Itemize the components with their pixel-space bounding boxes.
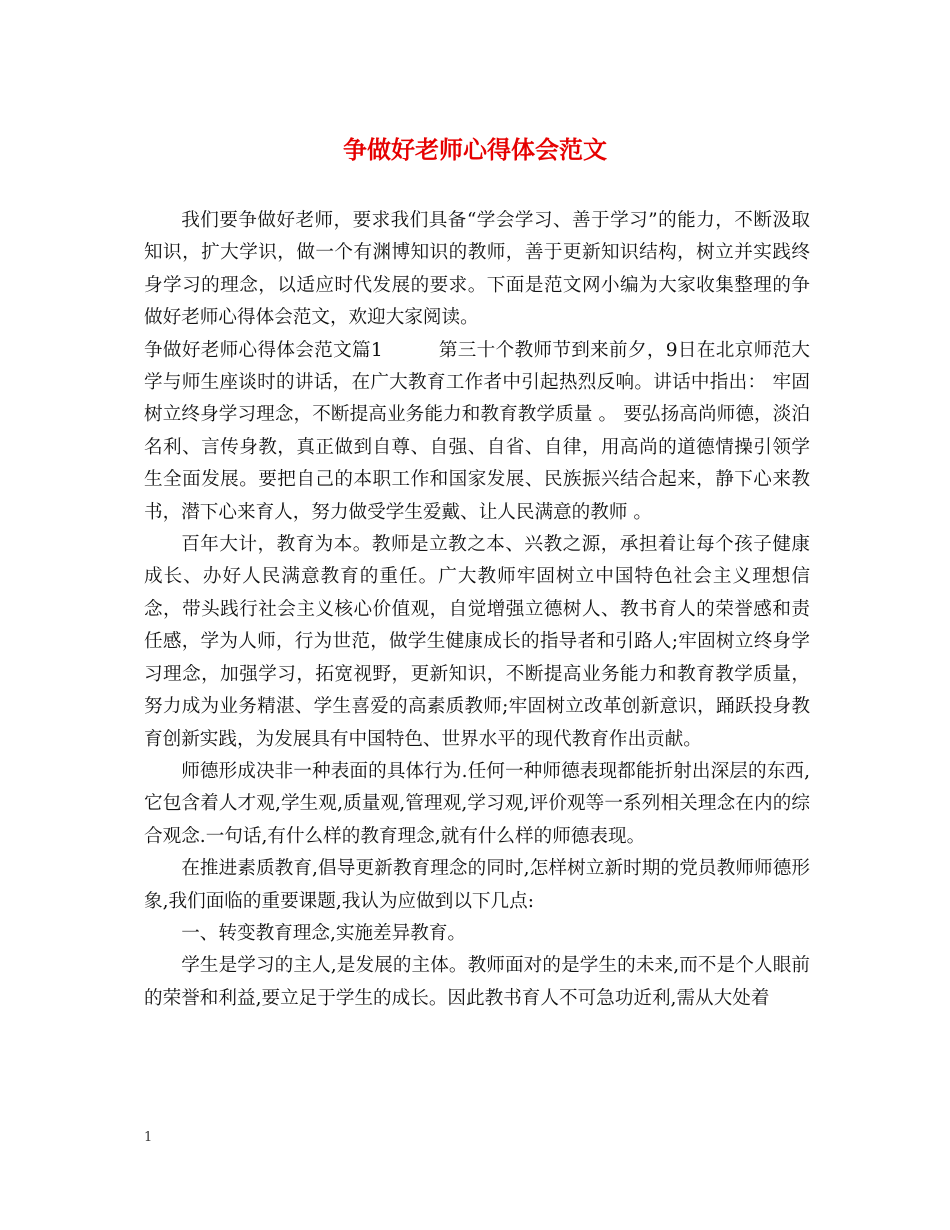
body-paragraph: 在推进素质教育,倡导更新教育理念的同时,怎样树立新时期的党员教师师德形象,我们面临的重要课题,我认为应做到以下几点: [144,858,810,912]
document-body [144,205,810,1015]
page-number: 1 [144,1130,153,1145]
body-paragraph: 一、转变教育理念,实施差异教育。 [181,922,467,944]
section-first-text: 第三十个教师节到来前夕，9日在北京师范大学与师生座谈时的讲话，在广大教育工作者中引起热烈反响。讲话中指出： 牢固树立终身学习理念，不断提高业务能力和教育教学质量 。 要弘扬高尚师德，淡泊名利、言传身教，真正做到自尊、自强、自省、自律，用高尚的道德情操引领学生全面发展。要把自己的本职工作和国家发展、民族振兴结合起来，静下心来教书，潜下心来育人，努力做受学生爱戴、让人民满意的教师 。 [144,339,810,523]
body-paragraph: 学生是学习的主人,是发展的主体。教师面对的是学生的未来,而不是个人眼前的荣誉和利益,要立足于学生的成长。因此教书育人不可急功近利,需从大处着 [144,955,810,1009]
document-title: 争做好老师心得体会范文 [343,135,607,164]
body-paragraph: 师德形成决非一种表面的具体行为.任何一种师德表现都能折射出深层的东西,它包含着人才观,学生观,质量观,管理观,学习观,评价观等一系列相关理念在内的综合观念.一句话,有什么样的教育理念,就有什么样的师德表现。 [144,760,810,847]
section-heading: 争做好老师心得体会范文篇1 [144,339,383,361]
intro-paragraph: 我们要争做好老师，要求我们具备“学会学习、善于学习”的能力，不断汲取知识，扩大学识，做一个有渊博知识的教师，善于更新知识结构，树立并实践终身学习的理念，以适应时代发展的要求。下面是范文网小编为大家收集整理的争做好老师心得体会范文，欢迎大家阅读。 [144,210,810,329]
section-paragraph [144,335,810,529]
body-paragraph: 百年大计，教育为本。教师是立教之本、兴教之源，承担着让每个孩子健康成长、办好人民满意教育的重任。广大教师牢固树立中国特色社会主义理想信念，带头践行社会主义核心价值观，自觉增强立德树人、教书育人的荣誉感和责任感，学为人师，行为世范，做学生健康成长的指导者和引路人;牢固树立终身学习理念，加强学习，拓宽视野，更新知识，不断提高业务能力和教育教学质量，努力成为业务精湛、学生喜爱的高素质教师;牢固树立改革创新意识，踊跃投身教育创新实践，为发展具有中国特色、世界水平的现代教育作出贡献。 [144,534,810,750]
